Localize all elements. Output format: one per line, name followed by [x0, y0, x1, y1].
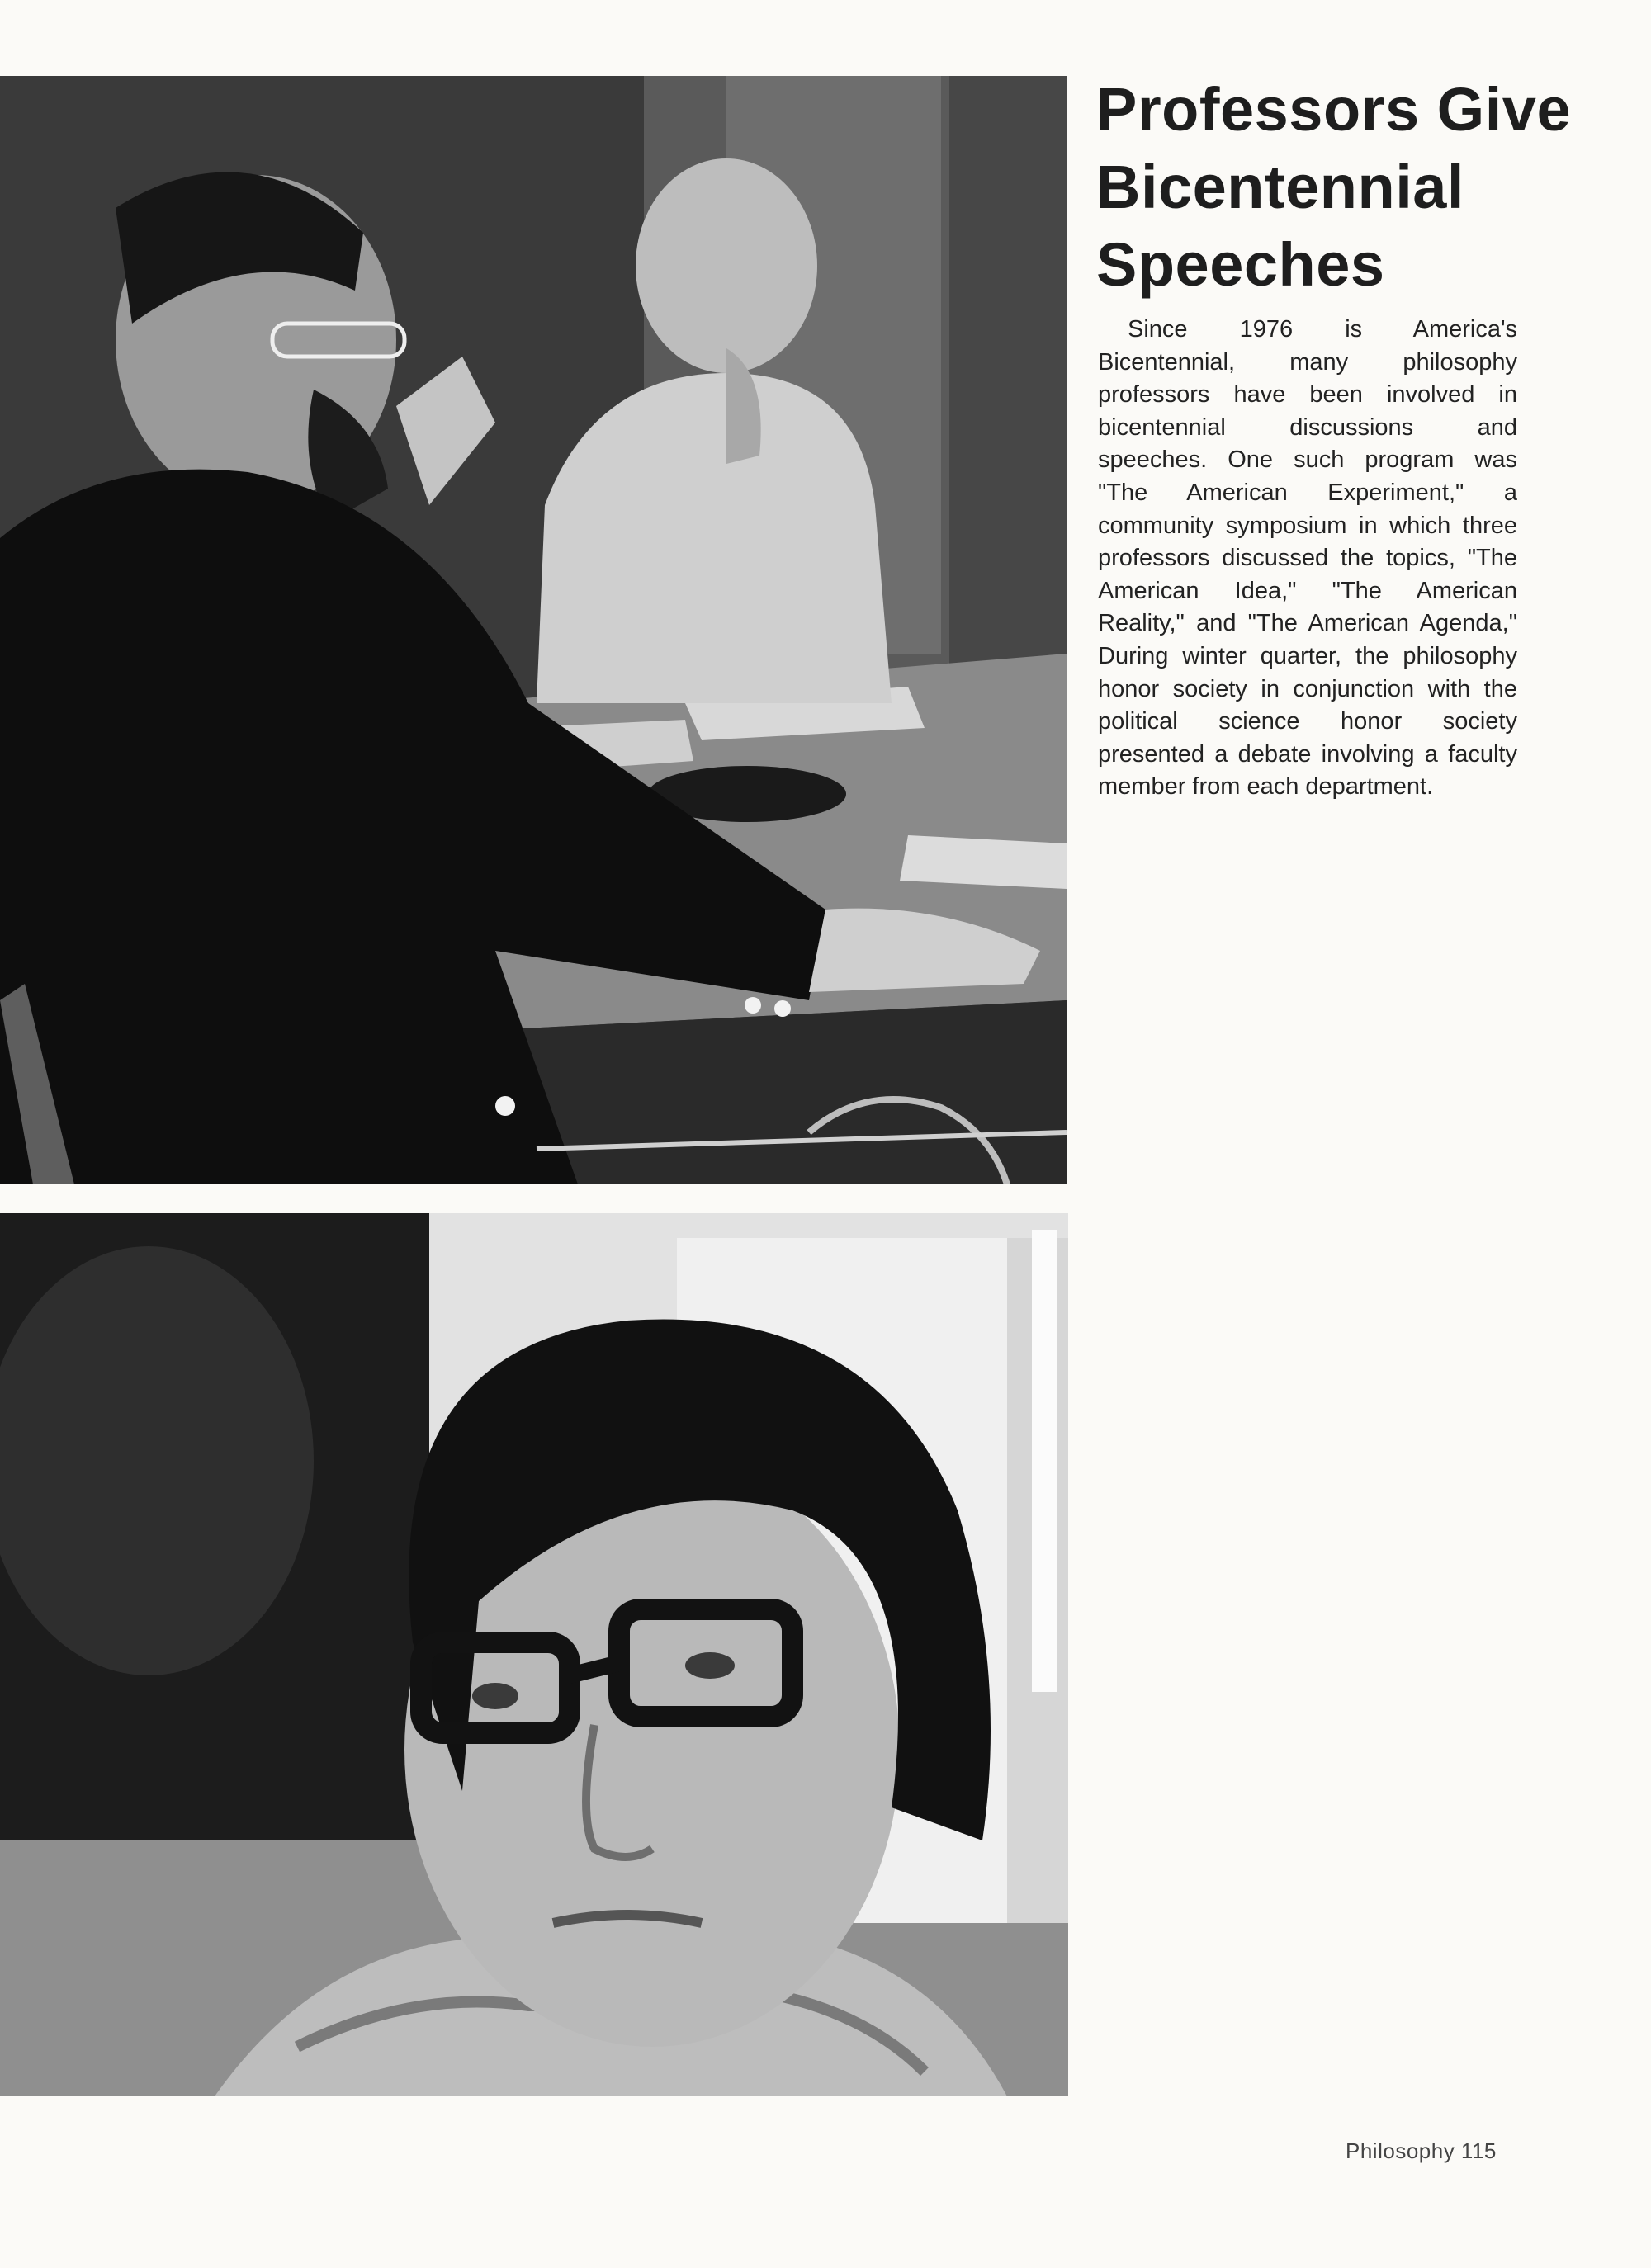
photo-professor-portrait	[0, 1213, 1068, 2096]
photo-professor-portrait-illustration	[0, 1213, 1068, 2096]
article-body: Since 1976 is America's Bicentennial, many philosophy professors have been involved in bicentennial discussions and speeches. One such program was "The American Experiment," a community symposium in which three professors discussed the topics, "The American Idea," "The American Reality," and "The American Agenda," During winter quarter, the philosophy honor society in conjunction with the political science honor society presented a debate involving a faculty member from each department.	[1098, 316, 1517, 801]
page-folio: Philosophy 115	[1346, 2138, 1497, 2163]
article-headline: Professors Give Bicentennial Speeches	[1096, 75, 1572, 299]
photo-professors-at-table-illustration	[0, 76, 1067, 1184]
photo-professors-at-table	[0, 76, 1067, 1184]
